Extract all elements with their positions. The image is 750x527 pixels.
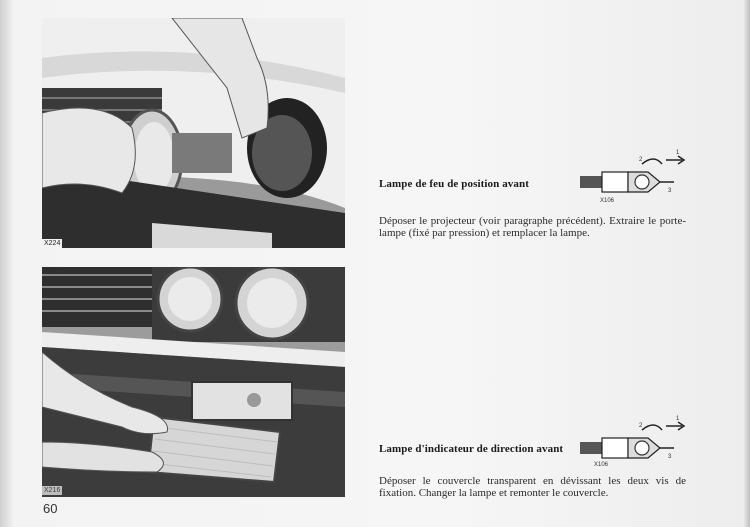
diagram-step-1: 1 — [676, 416, 680, 422]
diagram-step-3: 3 — [668, 188, 672, 194]
section-body-position-lamp: Déposer le projecteur (voir paragraphe précédent). Extraire le porte-lampe (fixé par pression) et remplacer la lampe. — [379, 215, 686, 239]
headlamp-removal-illustration — [42, 18, 345, 248]
diagram-step-3: 3 — [668, 454, 672, 460]
page-edge — [744, 0, 750, 527]
bulb-removal-diagram-icon — [578, 150, 688, 208]
photo-reference-label: X216 — [44, 487, 61, 494]
diagram-indicator-lamp — [578, 416, 688, 474]
section-body-indicator-lamp: Déposer le couvercle transparent en dévissant les deux vis de fixation. Changer la lampe et remonter le couvercle. — [379, 475, 686, 499]
diagram-reference: X106 — [594, 462, 609, 468]
diagram-step-1: 1 — [676, 150, 680, 156]
diagram-step-2: 2 — [639, 423, 643, 429]
photo-headlamp-removal — [42, 18, 345, 248]
photo-indicator-cover — [42, 267, 345, 497]
photo-reference-label: X224 — [44, 240, 61, 247]
diagram-reference: X106 — [600, 198, 615, 204]
section-title-position-lamp: Lampe de feu de position avant — [379, 178, 529, 190]
diagram-position-lamp — [578, 150, 688, 208]
section-title-indicator-lamp: Lampe d'indicateur de direction avant — [379, 443, 564, 455]
indicator-cover-illustration — [42, 267, 345, 497]
page-number: 60 — [43, 501, 58, 516]
diagram-step-2: 2 — [639, 157, 643, 163]
